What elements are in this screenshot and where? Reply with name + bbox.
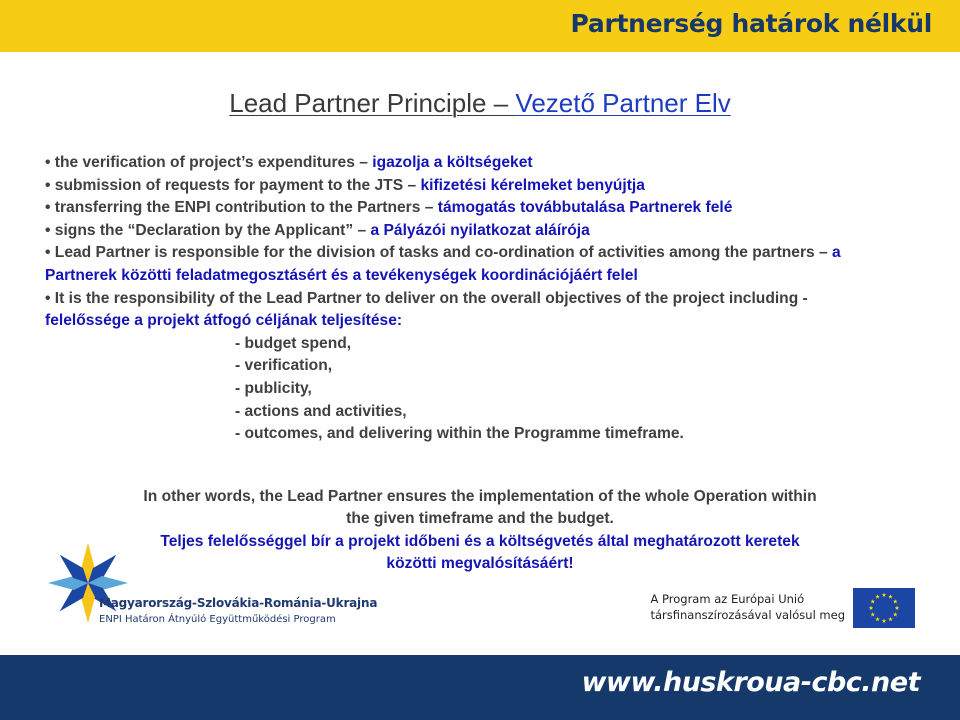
bullet-english: • It is the responsibility of the Lead Partner to deliver on the overall objectives of the project including - [45,289,808,307]
bullet-english: • transferring the ENPI contribution to the Partners – [45,199,438,217]
program-subtitle: ENPI Határon Átnyúló Együttműködési Program [99,614,336,625]
bullet-item [45,288,875,333]
sub-item: - budget spend, [235,334,352,352]
summary-hungarian: Teljes felelősséggel bír a projekt időbeni és a költségvetés által meghatározott keretek közötti megvalósításáért! [160,532,800,573]
title-english: Lead Partner Principle – [229,88,516,118]
sub-item: - verification, [235,357,333,375]
header-tagline: Partnerség határok nélkül [570,9,932,38]
slide-title [0,88,960,119]
bullet-english: • signs the “Declaration by the Applicant” – [45,221,371,239]
bullet-english: • Lead Partner is responsible for the division of tasks and co-ordination of activities among the partners – [45,244,833,262]
bullet-hungarian: kifizetési kérelmeket benyújtja [420,176,645,194]
eu-cofinancing-note [651,591,846,623]
bullet-english: • submission of requests for payment to the JTS – [45,176,421,194]
bullet-english: • the verification of project’s expenditures – [45,154,373,171]
bottom-banner [0,655,960,720]
bullet-hungarian: a Pályázói nyilatkozat aláírója [370,221,590,239]
bullet-item [45,152,875,175]
summary-english: In other words, the Lead Partner ensures the implementation of the whole Operation within the given timeframe and the budget. [143,488,817,528]
eu-note-line-2: társfinanszírozásával valósul meg [650,608,845,622]
bullet-item [45,220,875,243]
sub-item: - actions and activities, [235,402,407,420]
eu-note-line-1: A Program az Európai Unió [650,592,805,606]
bullet-item [45,197,875,220]
bullet-hungarian: támogatás továbbutalása Partnerek felé [437,199,733,217]
title-hungarian: Vezető Partner Elv [515,88,731,118]
eu-flag-icon [853,588,915,628]
website-url: www.huskroua-cbc.net [581,667,920,698]
top-banner [0,0,960,52]
program-logo [45,540,385,630]
sub-item: - publicity, [235,379,312,397]
program-name: Magyarország-Szlovákia-Románia-Ukrajna [99,596,378,610]
bullet-item [45,242,875,287]
bullet-hungarian: a Partnerek közötti feladatmegosztásért és a tevékenységek koordinációjáért felel [45,244,841,284]
sub-item: - outcomes, and delivering within the Programme timeframe. [235,425,684,443]
bullet-list [45,152,875,446]
bullet-hungarian: igazolja a költségeket [372,154,533,171]
bullet-item [45,175,875,198]
bullet-hungarian: felelőssége a projekt átfogó céljának teljesítése: [45,312,403,330]
